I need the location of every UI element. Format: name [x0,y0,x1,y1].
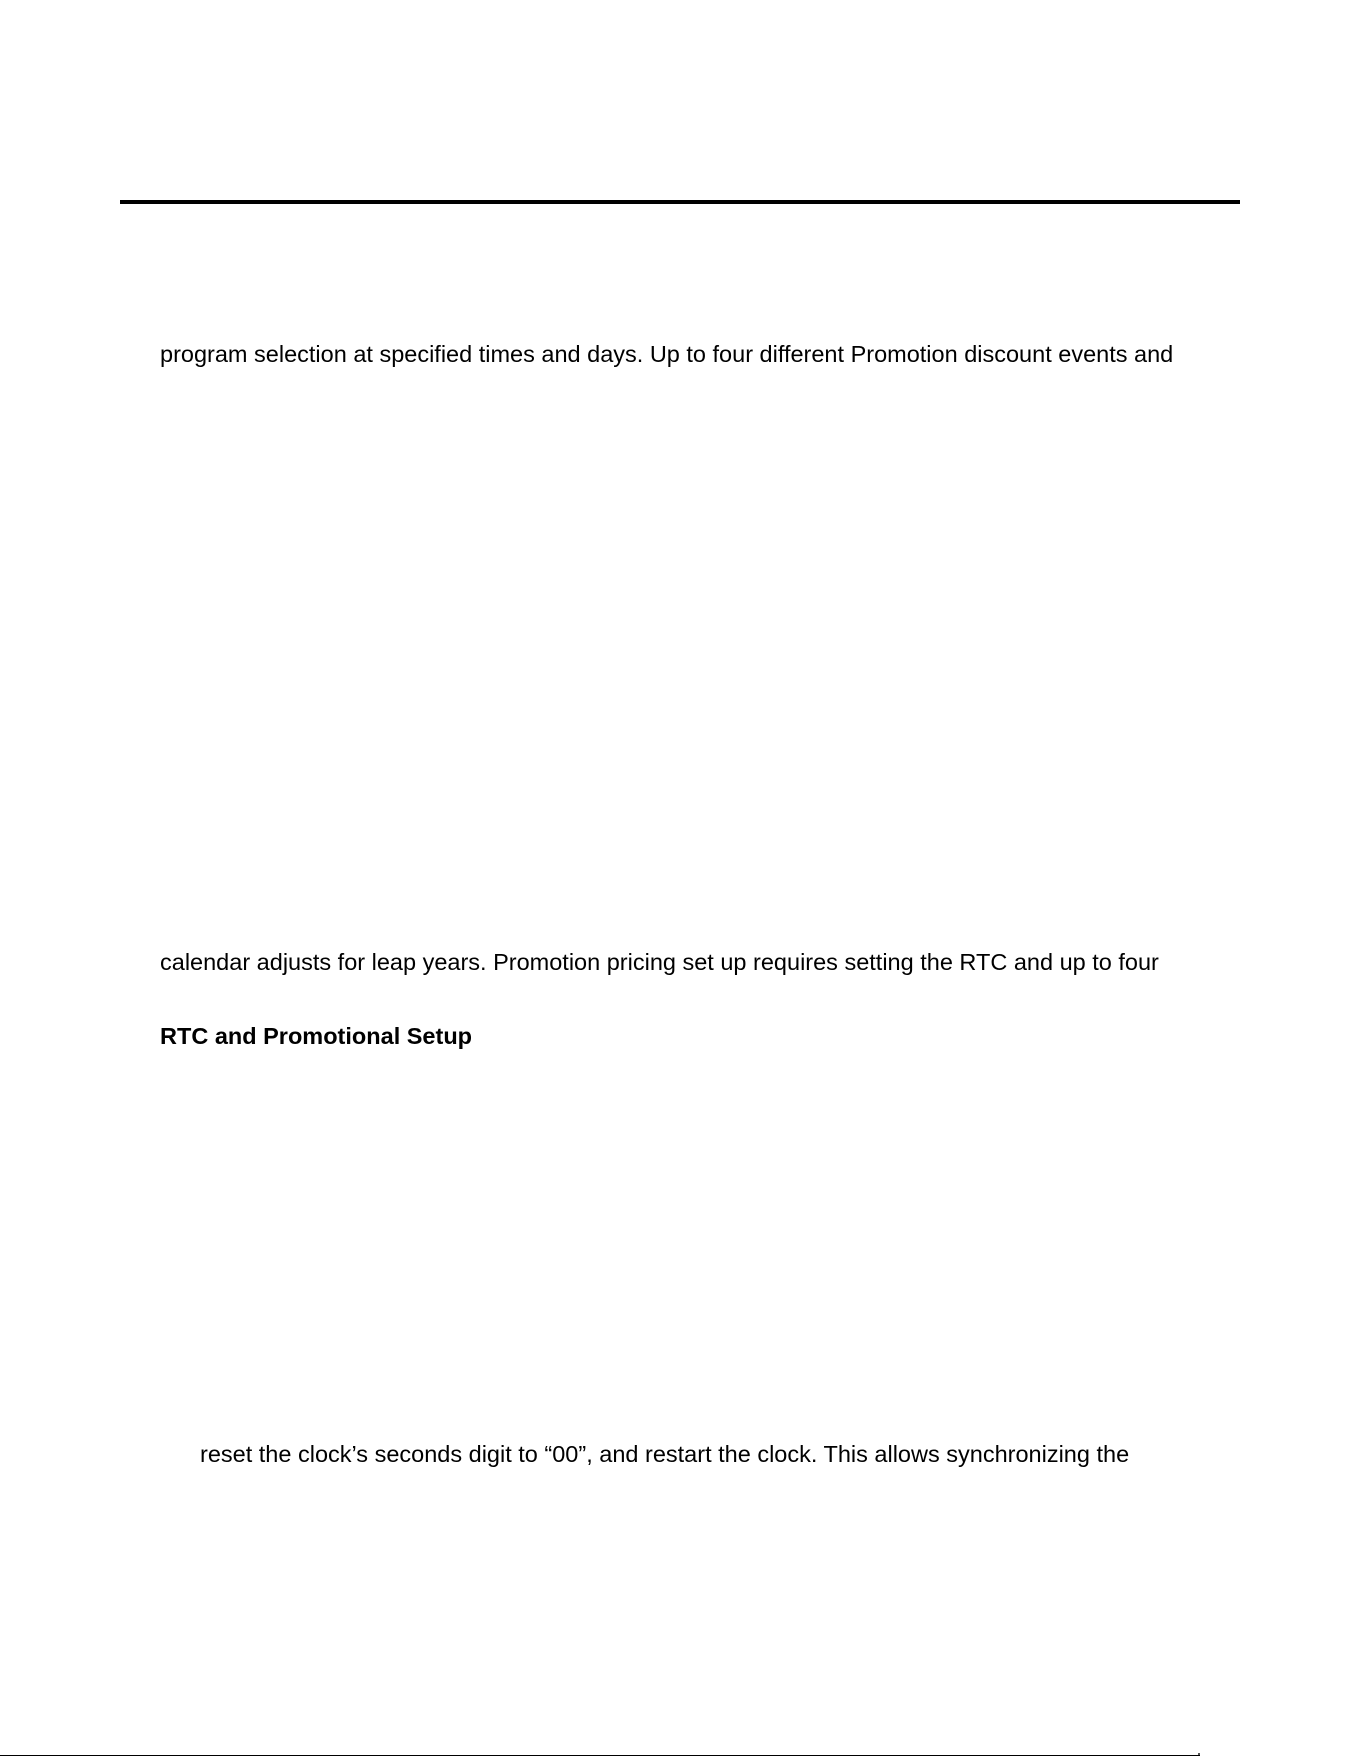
body-text-line: reset the clock’s seconds digit to “00”, and restart the clock. This allows synchronizing the [200,1441,1130,1467]
body-text-line: calendar adjusts for leap years. Promotion pricing set up requires setting the RTC and up to four [160,949,1159,975]
corner-mark [1198,1753,1200,1755]
section-heading: RTC and Promotional Setup [160,1023,473,1049]
header-rule [120,200,1240,204]
body-text-line: program selection at specified times and days. Up to four different Promotion discount events and [160,341,1174,367]
footer-rule [0,1755,1200,1756]
